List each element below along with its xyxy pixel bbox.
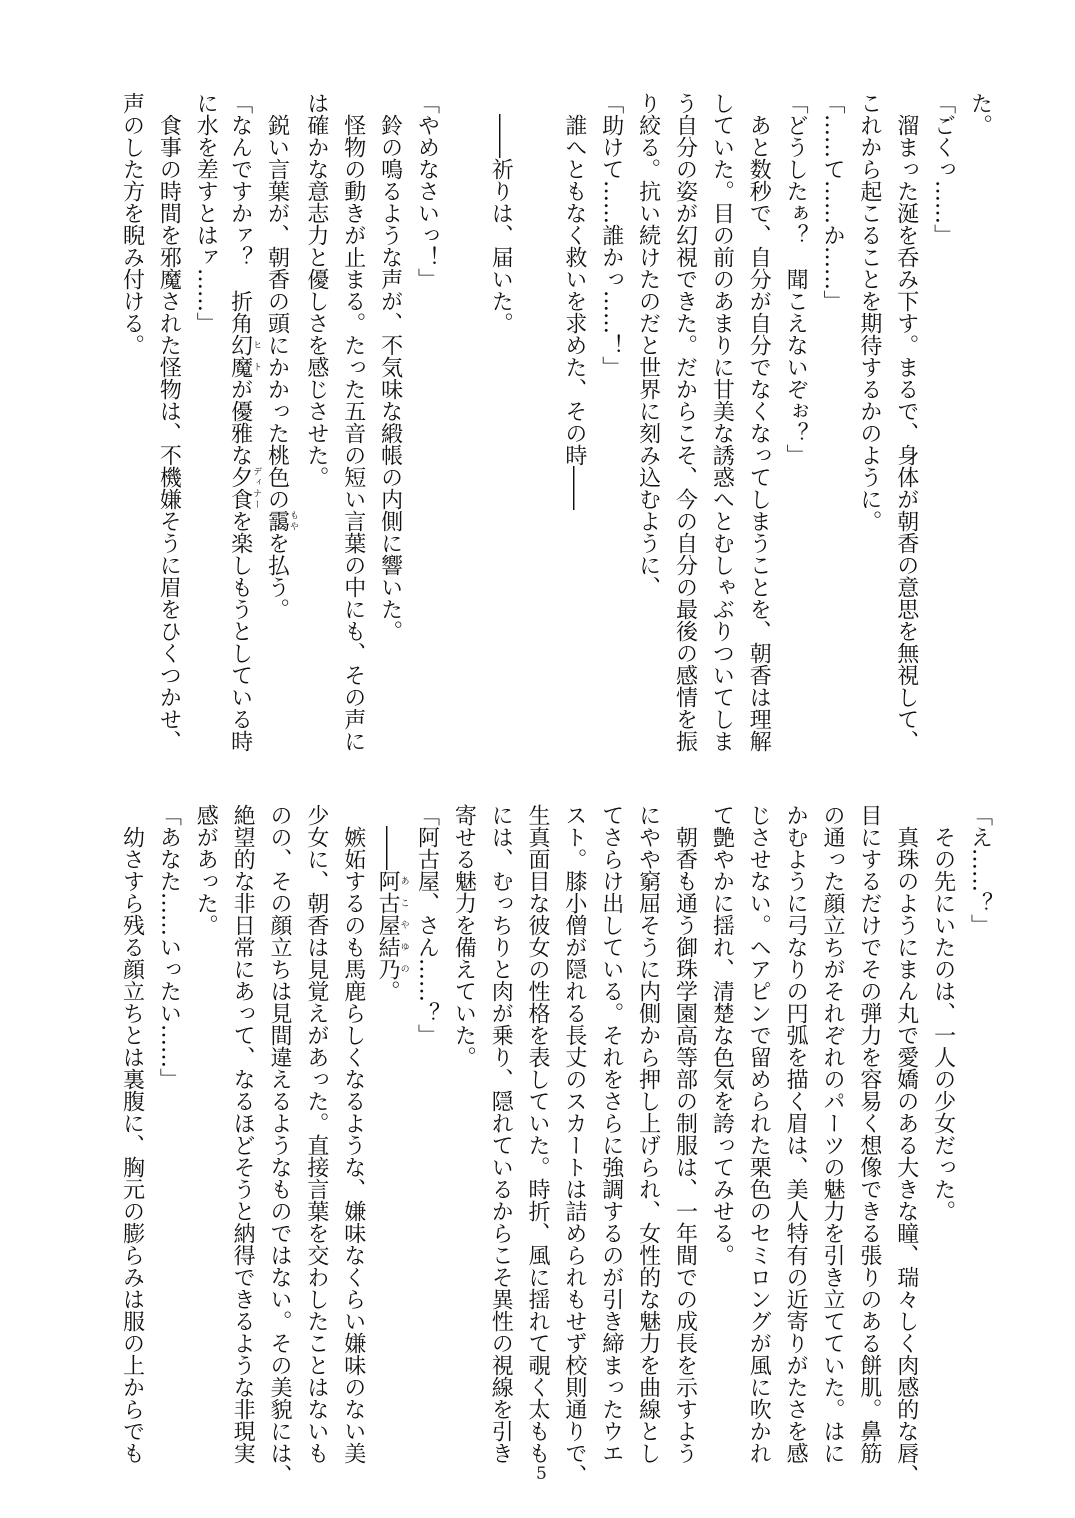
- page-number: 5: [536, 1464, 547, 1484]
- text-run: 「ごくっ……」: [930, 92, 956, 246]
- text-run: を払う。: [264, 532, 290, 620]
- text-run: 「やめなさいっ！」: [414, 92, 440, 290]
- text-column: [519, 92, 556, 764]
- ruby-base: 夕食: [227, 466, 253, 510]
- text-run: これから起こることを期待するかのように。: [856, 92, 882, 532]
- text-run: 絶望的な非日常にあって、なるほどそうと納得できるような非現実: [230, 804, 256, 1464]
- text-column: [150, 804, 187, 1476]
- text-run: 鈴の鳴るような声が、不気味な緞帳の内側に響いた。: [377, 92, 403, 642]
- text-column: [224, 92, 261, 764]
- text-column: [372, 92, 409, 764]
- text-run: が優雅な: [227, 378, 253, 466]
- text-run: 「……て……か……」: [820, 92, 846, 312]
- text-column: [556, 92, 593, 764]
- ruby-annotated-word: [227, 466, 262, 510]
- text-run: スト。膝小僧が隠れる長丈のスカートは詰められもせず校則通りで、: [561, 804, 587, 1486]
- text-run: 鋭い言葉が、朝香の頭にかかった桃色の: [264, 92, 290, 510]
- text-column: [888, 804, 925, 1486]
- text-run: には、むっちりと肉が乗り、隠れているからこそ異性の視線を引き: [488, 804, 514, 1464]
- text-column: [814, 804, 851, 1476]
- text-column: [667, 92, 704, 764]
- ruby-reading: ディナー: [251, 466, 262, 510]
- text-column: [298, 92, 335, 764]
- text-run: を楽しもうとしている時: [227, 510, 253, 752]
- text-column: [261, 804, 298, 1486]
- text-run: ――: [375, 804, 401, 870]
- ruby-annotated-word: [227, 334, 262, 378]
- text-run: かむように弓なりの円弧を描く眉は、美人特有の近寄りがたさを感: [783, 804, 809, 1464]
- text-column: [372, 804, 409, 1476]
- text-run: 。: [375, 980, 401, 1002]
- text-column: [482, 804, 519, 1476]
- text-run: その先にいたのは、一人の少女だった。: [930, 804, 956, 1222]
- text-column: [888, 92, 925, 764]
- text-column: [556, 804, 593, 1486]
- text-run: 怪物の動きが止まる。たった五音の短い言葉の中にも、その声に: [340, 92, 366, 752]
- text-column: [482, 92, 519, 764]
- ruby-reading: もや: [287, 510, 298, 532]
- text-run: 幼さすら残る顔立ちとは裏腹に、胸元の膨らみは服の上からでも: [119, 804, 145, 1464]
- text-column: [593, 804, 630, 1476]
- text-run: 「どうしたぁ？ 聞こえないぞぉ？」: [783, 92, 809, 466]
- text-run: 「阿古屋、さん……？」: [414, 804, 440, 1046]
- text-column: [445, 92, 482, 764]
- text-run: 嫉妬するのも馬鹿らしくなるような、嫌味なくらい嫌味のない美: [340, 804, 366, 1464]
- text-column: [703, 804, 740, 1476]
- text-run: 声のした方を睨み付ける。: [119, 92, 145, 356]
- text-column: [814, 92, 851, 764]
- text-column: [777, 804, 814, 1476]
- text-run: 「助けて……誰かっ……！」: [598, 92, 624, 378]
- text-column: [777, 92, 814, 764]
- ruby-reading: あこやゆの: [398, 870, 409, 980]
- text-run: 朝香も通う御珠学園高等部の制服は、一年間での成長を示すよう: [672, 804, 698, 1464]
- text-run: 「なんですかァ？ 折角: [227, 92, 253, 334]
- bottom-text-block: [0, 804, 1075, 1486]
- text-column: [593, 92, 630, 764]
- text-run: 生真面目な彼女の性格を表していた。時折、風に揺れて覗く太もも: [525, 804, 551, 1464]
- text-column: [630, 92, 667, 764]
- ruby-base: 靄: [264, 510, 290, 532]
- text-run: 寄せる魅力を備えていた。: [451, 804, 477, 1068]
- ruby-reading: ヒト: [251, 334, 262, 378]
- text-column: [261, 92, 298, 764]
- text-run: の通った顔立ちがそれぞれのパーツの魅力を引き立てていた。はに: [820, 804, 846, 1464]
- text-run: て艶やかに揺れ、清楚な色気を誇ってみせる。: [709, 804, 735, 1266]
- text-run: てさらけ出している。それをさらに強調するのが引き締まったウエ: [598, 804, 624, 1464]
- text-column: [113, 92, 150, 764]
- text-column: [335, 804, 372, 1476]
- text-column: [703, 92, 740, 764]
- ruby-annotated-word: [375, 870, 409, 980]
- text-run: していた。目の前のあまりに甘美な誘惑へとむしゃぶりついてしま: [709, 92, 735, 752]
- text-run: 感があった。: [193, 804, 219, 936]
- text-column: [298, 804, 335, 1476]
- text-column: [224, 804, 261, 1476]
- text-run: に水を差すとはァ……」: [193, 92, 219, 334]
- text-column: [187, 804, 224, 1476]
- text-column: [150, 92, 187, 764]
- top-text-block: [0, 92, 1075, 764]
- text-column: [408, 92, 445, 764]
- text-column: [962, 92, 999, 764]
- text-column: [962, 804, 999, 1476]
- text-column: [925, 804, 962, 1476]
- text-column: [519, 804, 556, 1476]
- text-run: た。: [967, 92, 993, 136]
- text-run: 目にするだけでその弾力を容易く想像できる張りのある餅肌。鼻筋: [856, 804, 882, 1464]
- text-column: [851, 92, 888, 764]
- text-run: ――祈りは、届いた。: [488, 92, 514, 334]
- text-column: [740, 92, 777, 764]
- text-run: あと数秒で、自分が自分でなくなってしまうことを、朝香は理解: [746, 92, 772, 752]
- text-run: 誰へともなく救いを求めた、その時――: [561, 92, 587, 510]
- text-run: う自分の姿が幻視できた。だからこそ、今の自分の最後の感情を振: [672, 92, 698, 752]
- text-column: [740, 804, 777, 1476]
- text-column: [851, 804, 888, 1476]
- text-run: じさせない。ヘアピンで留められた栗色のセミロングが風に吹かれ: [746, 804, 772, 1464]
- text-column: [187, 92, 224, 764]
- text-run: 「あなた……いったい……」: [156, 804, 182, 1090]
- ruby-base: 阿古屋結乃: [375, 870, 401, 980]
- text-run: のの、その顔立ちは見間違えるようなものではない。その美貌には、: [266, 804, 292, 1486]
- text-run: 少女に、朝香は見覚えがあった。直接言葉を交わしたことはないも: [303, 804, 329, 1464]
- text-run: にやや窮屈そうに内側から押し上げられ、女性的な魅力を曲線とし: [635, 804, 661, 1464]
- text-column: [630, 804, 667, 1476]
- text-column: [408, 804, 445, 1476]
- text-column: [113, 804, 150, 1476]
- text-run: 真珠のようにまん丸で愛嬌のある大きな瞳、瑞々しく肉感的な唇、: [893, 804, 919, 1486]
- text-run: り絞る。抗い続けたのだと世界に刻み込むように、: [635, 92, 661, 598]
- text-column: [335, 92, 372, 764]
- ruby-base: 幻魔: [227, 334, 253, 378]
- ruby-annotated-word: [264, 510, 298, 532]
- text-run: 溜まった涎を呑み下す。まるで、身体が朝香の意思を無視して、: [893, 92, 919, 752]
- text-run: 「え……？」: [967, 804, 993, 936]
- text-run: 食事の時間を邪魔された怪物は、不機嫌そうに眉をひくつかせ、: [156, 92, 182, 752]
- text-column: [445, 804, 482, 1476]
- text-column: [925, 92, 962, 764]
- text-run: は確かな意志力と優しさを感じさせた。: [303, 92, 329, 488]
- text-column: [667, 804, 704, 1476]
